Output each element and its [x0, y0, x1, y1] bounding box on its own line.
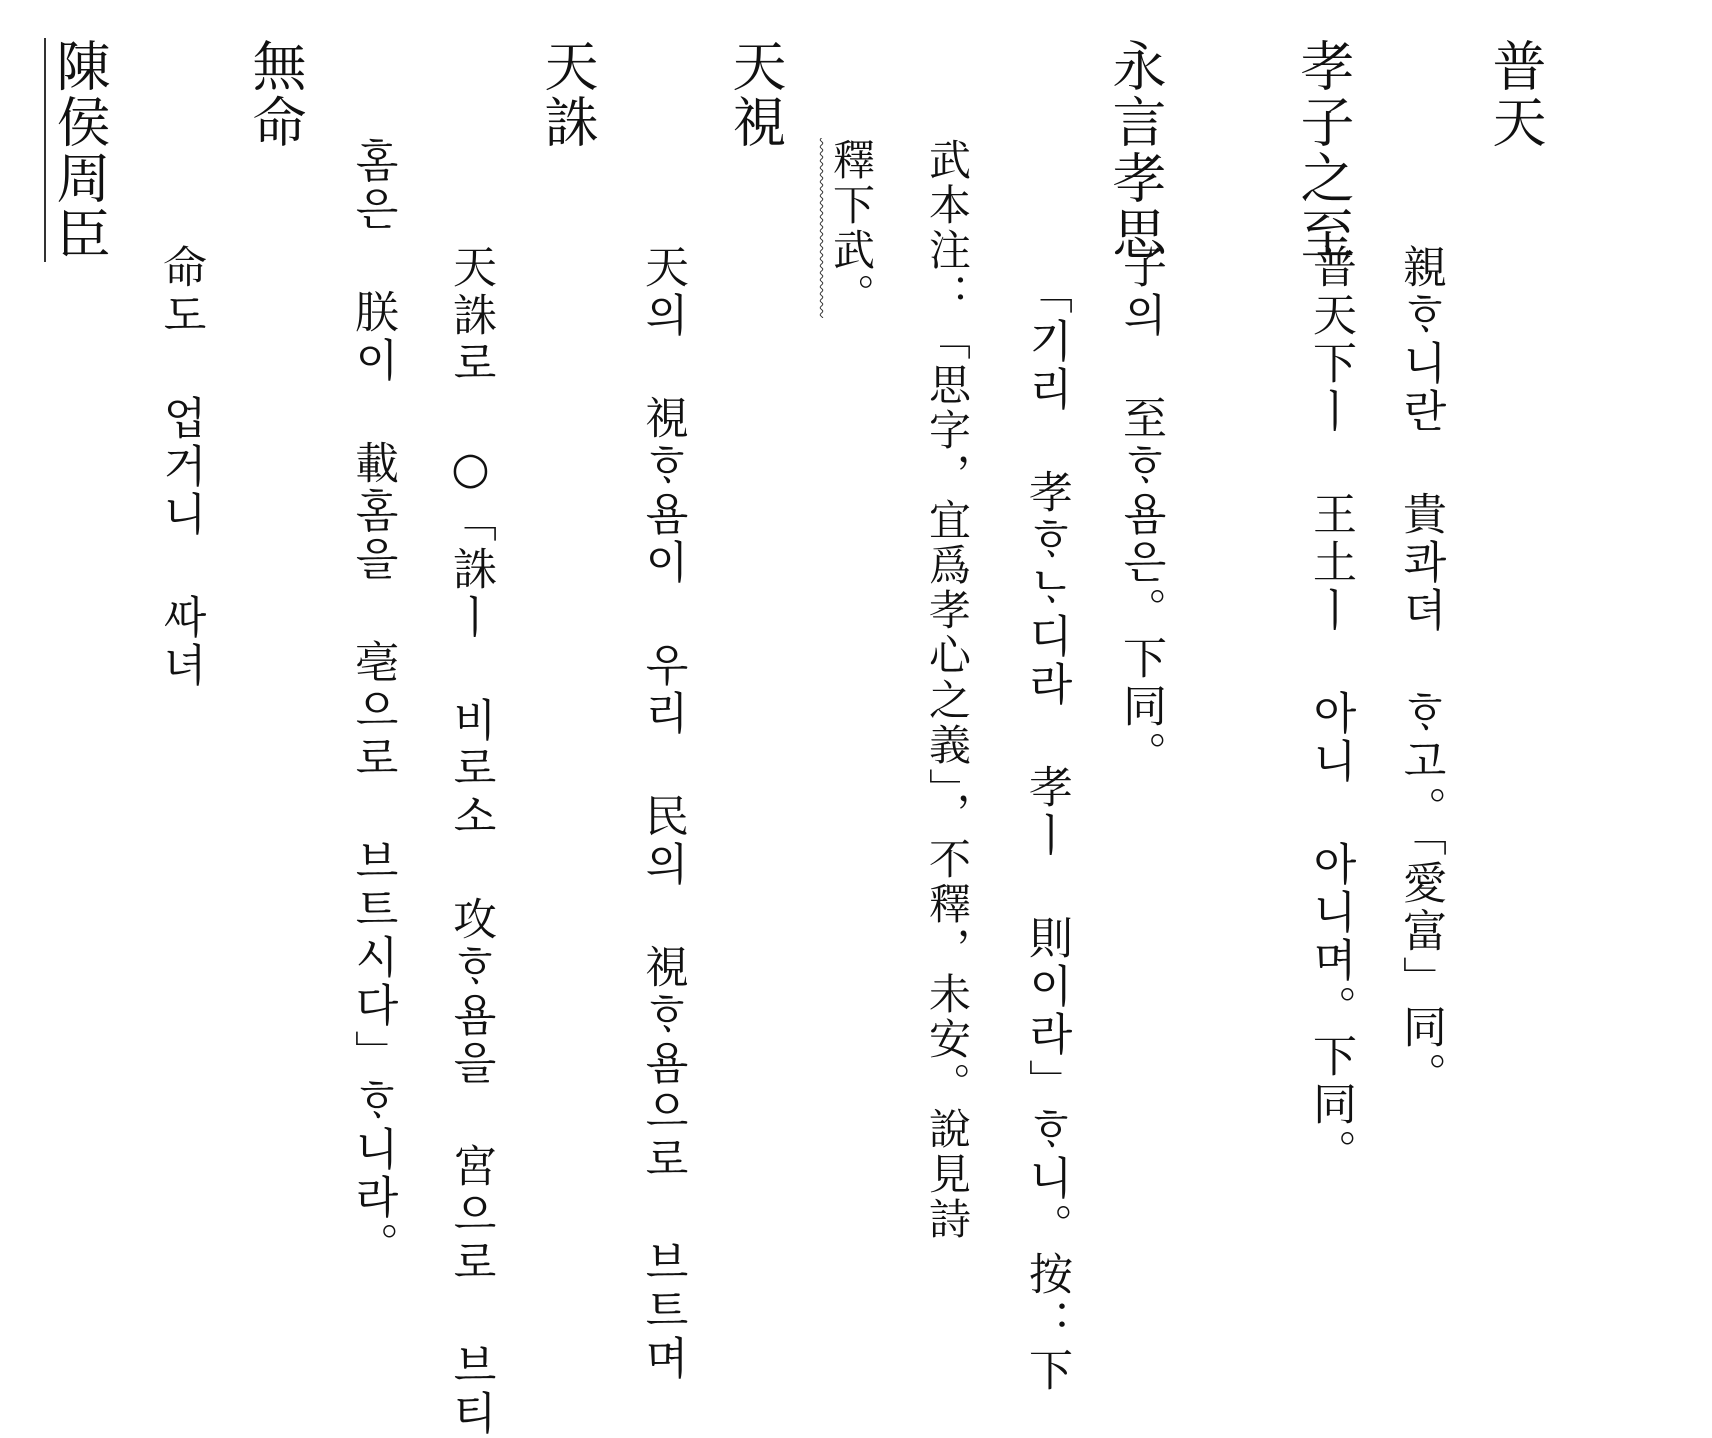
headword-tianshi: 天視	[724, 38, 787, 150]
gloss-line: 天誅로 ○「誅ㅣ 비로소 攻ᄒᆞ욤을 宮으로 브티	[445, 244, 496, 1438]
headword-tianzhu: 天誅	[536, 38, 599, 150]
annotation-line: 武本注：「思字，宜爲孝心之義」，不釋，未安。說見詩	[923, 138, 972, 1242]
gloss-line: 天의 視ᄒᆞ욤이 우리 民의 視ᄒᆞ욤으로 브트며	[637, 244, 688, 1383]
gloss-line: 子의 至ᄒᆞ욤은。下同。	[1115, 244, 1166, 779]
gloss-line: 親ᄒᆞ니란 貴콰뎌 ᄒᆞ고。「愛富」同。	[1395, 244, 1446, 1100]
gloss-line: 홈은 朕이 載홈을 亳으로 브트시다」ᄒᆞ니라。	[347, 138, 398, 1270]
gloss-line: 「기리 孝ᄒᆞᄂᆞ디라 孝ㅣ 則이라」ᄒᆞ니。按：下	[1021, 270, 1072, 1395]
headword-yongyanxiaosi: 永言孝思	[1104, 38, 1167, 262]
headword-wuming: 無命	[244, 38, 307, 150]
headword-putian: 普天	[1484, 38, 1547, 150]
annotation-line-book-title: 釋下武。	[827, 138, 876, 318]
gloss-line: 命도 업거니 ᄯᅡ녀	[155, 244, 206, 690]
headword-xiaozizhizhi: 孝子之至	[1292, 38, 1355, 262]
headword-chenhouzhouchen: 陳侯周臣	[48, 38, 111, 262]
gloss-line: 普天下ㅣ 王土ㅣ 아니 아니며。下同。	[1305, 244, 1356, 1177]
